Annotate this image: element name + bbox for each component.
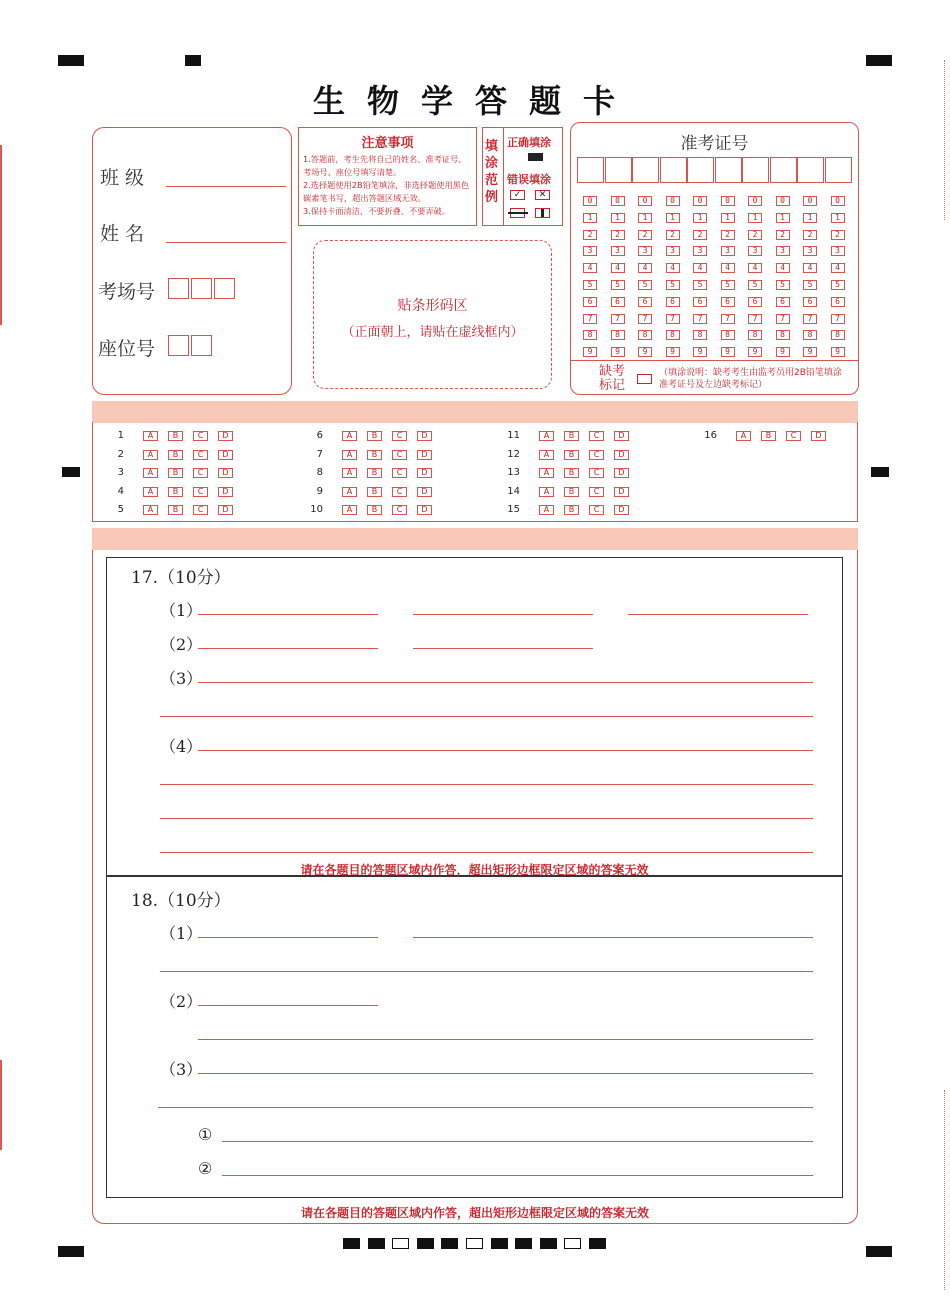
room-digit-box[interactable] <box>168 278 189 299</box>
mcq-option-a[interactable]: A <box>342 487 357 497</box>
exam-id-bubble[interactable]: 6 <box>611 297 625 307</box>
seat-digit-box[interactable] <box>191 335 212 356</box>
mcq-option-b[interactable]: B <box>564 487 579 497</box>
mcq-option-b[interactable]: B <box>564 450 579 460</box>
timing-mark <box>871 467 889 477</box>
exam-id-bubble[interactable]: 1 <box>611 213 625 223</box>
mcq-option-d[interactable]: D <box>614 505 629 515</box>
exam-id-bubble[interactable]: 2 <box>693 230 707 240</box>
exam-id-bubble[interactable]: 5 <box>638 280 652 290</box>
mcq-option-d[interactable]: D <box>614 487 629 497</box>
timing-block-filled <box>343 1238 360 1249</box>
mcq-option-d[interactable]: D <box>218 450 233 460</box>
exam-id-title: 准考证号 <box>680 134 749 154</box>
exam-id-bubble[interactable]: 2 <box>776 230 790 240</box>
exam-id-bubble[interactable]: 8 <box>831 330 845 340</box>
mcq-question-number: 7 <box>316 448 323 460</box>
class-field[interactable] <box>166 186 286 187</box>
mcq-option-a[interactable]: A <box>539 505 554 515</box>
mcq-option-a[interactable]: A <box>143 468 158 478</box>
answer-warning-bottom: 请在各题目的答题区域内作答，超出矩形边框限定区域的答案无效 <box>300 1206 649 1220</box>
mcq-option-c[interactable]: C <box>193 468 208 478</box>
barcode-area <box>313 240 552 389</box>
mcq-option-b[interactable]: B <box>564 431 579 441</box>
mcq-option-d[interactable]: D <box>417 487 432 497</box>
exam-id-bubble[interactable]: 6 <box>638 297 652 307</box>
exam-id-bubble[interactable]: 6 <box>666 297 680 307</box>
mcq-question-number: 15 <box>507 504 520 515</box>
exam-id-bubble[interactable]: 2 <box>748 230 762 240</box>
exam-id-digit-cell[interactable] <box>605 157 632 183</box>
exam-id-bubble[interactable]: 0 <box>803 196 817 206</box>
correct-fill-mark <box>528 153 543 161</box>
name-label: 姓 名 <box>100 223 145 245</box>
mcq-option-c[interactable]: C <box>589 468 604 478</box>
exam-id-bubble[interactable]: 7 <box>693 314 707 324</box>
exam-id-bubble[interactable]: 6 <box>721 297 735 307</box>
timing-block-empty <box>466 1238 483 1249</box>
exam-id-bubble[interactable]: 0 <box>666 196 680 206</box>
exam-id-bubble[interactable]: 3 <box>721 246 735 256</box>
mcq-option-b[interactable]: B <box>367 450 382 460</box>
exam-id-bubble[interactable]: 5 <box>748 280 762 290</box>
answer-line[interactable] <box>198 682 813 683</box>
mcq-option-a[interactable]: A <box>342 468 357 478</box>
answer-line[interactable] <box>198 648 378 649</box>
mcq-option-a[interactable]: A <box>143 487 158 497</box>
wrong-fill-strike-icon <box>510 208 525 218</box>
exam-id-box <box>570 122 859 395</box>
exam-id-bubble[interactable]: 6 <box>831 297 845 307</box>
absent-mark-box[interactable] <box>637 374 652 384</box>
mcq-question-number: 14 <box>507 485 520 497</box>
correct-fill-label: 正确填涂 <box>507 136 551 149</box>
absent-note: （填涂说明：缺考考生由监考员用2B铅笔填涂准考证号及左边缺考标记） <box>659 368 842 390</box>
notes-title: 注意事项 <box>361 136 414 151</box>
exam-id-bubble[interactable]: 7 <box>776 314 790 324</box>
mcq-option-c[interactable]: C <box>193 487 208 497</box>
seat-label: 座位号 <box>98 338 156 360</box>
exam-id-digit-cell[interactable] <box>687 157 714 183</box>
mcq-question-number: 6 <box>316 430 323 441</box>
exam-id-bubble[interactable]: 8 <box>803 330 817 340</box>
answer-line[interactable] <box>413 648 593 649</box>
answer-line[interactable] <box>158 1107 813 1108</box>
exam-id-bubble[interactable]: 0 <box>638 196 652 206</box>
exam-id-bubble[interactable]: 8 <box>666 330 680 340</box>
mcq-question-number: 4 <box>117 485 124 497</box>
exam-id-bubble[interactable]: 0 <box>583 196 597 206</box>
exam-id-bubble[interactable]: 4 <box>611 263 625 273</box>
mcq-option-c[interactable]: C <box>589 431 604 441</box>
mcq-option-b[interactable]: B <box>367 431 382 441</box>
exam-id-bubble[interactable]: 4 <box>583 263 597 273</box>
mcq-option-b[interactable]: B <box>168 431 183 441</box>
mcq-option-a[interactable]: A <box>539 487 554 497</box>
fill-example-box <box>482 127 563 226</box>
mcq-option-d[interactable]: D <box>218 505 233 515</box>
timing-block-filled <box>540 1238 557 1249</box>
mcq-option-c[interactable]: C <box>589 450 604 460</box>
exam-id-bubble[interactable]: 8 <box>776 330 790 340</box>
q17-sub1: （1） <box>160 601 203 620</box>
mcq-option-b[interactable]: B <box>168 450 183 460</box>
mcq-question-number: 13 <box>507 467 520 478</box>
exam-id-bubble[interactable]: 0 <box>611 196 625 206</box>
exam-id-bubble[interactable]: 5 <box>693 280 707 290</box>
answer-header-band <box>92 528 858 550</box>
exam-id-bubble[interactable]: 9 <box>666 347 680 357</box>
q18-sub2: （2） <box>160 992 203 1011</box>
mcq-question-number: 5 <box>117 504 124 515</box>
answer-line[interactable] <box>160 971 813 972</box>
mcq-option-d[interactable]: D <box>614 431 629 441</box>
mcq-option-b[interactable]: B <box>761 431 776 441</box>
exam-id-bubble[interactable]: 8 <box>693 330 707 340</box>
exam-id-bubble[interactable]: 7 <box>583 314 597 324</box>
exam-id-bubble[interactable]: 8 <box>611 330 625 340</box>
mcq-question-number: 9 <box>316 485 323 497</box>
answer-line[interactable] <box>413 937 813 938</box>
answer-line[interactable] <box>222 1175 813 1176</box>
exam-id-bubble[interactable]: 4 <box>638 263 652 273</box>
q18-sub3: （3） <box>160 1060 203 1079</box>
left-edge-mark <box>0 145 2 325</box>
timing-mark <box>866 1246 892 1257</box>
mcq-question-number: 10 <box>310 504 323 515</box>
exam-id-bubble[interactable]: 0 <box>831 196 845 206</box>
mcq-option-b[interactable]: B <box>168 468 183 478</box>
exam-id-bubble[interactable]: 0 <box>776 196 790 206</box>
answer-line[interactable] <box>160 784 813 785</box>
exam-id-bubble[interactable]: 5 <box>803 280 817 290</box>
mcq-option-d[interactable]: D <box>417 505 432 515</box>
timing-block-empty <box>392 1238 409 1249</box>
exam-id-digit-cell[interactable] <box>660 157 687 183</box>
mcq-option-d[interactable]: D <box>218 487 233 497</box>
q18-sub1: （1） <box>160 924 203 943</box>
barcode-hint: （正面朝上，请贴在虚线框内） <box>341 325 524 340</box>
exam-id-bubble[interactable]: 8 <box>583 330 597 340</box>
answer-line[interactable] <box>413 614 593 615</box>
exam-id-bubble[interactable]: 7 <box>666 314 680 324</box>
mcq-question-number: 1 <box>117 430 124 441</box>
timing-mark <box>185 55 201 66</box>
exam-id-bubble[interactable]: 7 <box>831 314 845 324</box>
page-title: 生物学答题卡 <box>312 82 637 120</box>
mcq-question-number: 11 <box>507 430 520 441</box>
exam-id-bubble[interactable]: 3 <box>638 246 652 256</box>
answer-line[interactable] <box>160 818 813 819</box>
answer-line[interactable] <box>198 750 813 751</box>
exam-id-bubble[interactable]: 3 <box>831 246 845 256</box>
mcq-option-d[interactable]: D <box>811 431 826 441</box>
answer-line[interactable] <box>222 1141 813 1142</box>
mcq-option-a[interactable]: A <box>539 450 554 460</box>
mcq-option-c[interactable]: C <box>392 431 407 441</box>
timing-block-filled <box>491 1238 508 1249</box>
mcq-question-number: 12 <box>507 448 520 460</box>
wrong-fill-partial-icon <box>535 208 550 218</box>
exam-id-bubble[interactable]: 6 <box>583 297 597 307</box>
exam-id-digit-cell[interactable] <box>715 157 742 183</box>
timing-mark <box>62 467 80 477</box>
exam-id-bubble[interactable]: 6 <box>748 297 762 307</box>
q18-circle2: ② <box>198 1159 213 1178</box>
q18-circle1: ① <box>198 1125 213 1144</box>
exam-id-bubble[interactable]: 9 <box>748 347 762 357</box>
exam-id-bubble[interactable]: 3 <box>693 246 707 256</box>
exam-id-bubble[interactable]: 3 <box>583 246 597 256</box>
exam-id-digit-cell[interactable] <box>577 157 604 183</box>
exam-id-digit-cell[interactable] <box>632 157 659 183</box>
timing-mark <box>58 55 84 66</box>
exam-id-bubble[interactable]: 3 <box>611 246 625 256</box>
exam-id-bubble[interactable]: 2 <box>611 230 625 240</box>
exam-id-bubble[interactable]: 4 <box>693 263 707 273</box>
timing-block-filled <box>417 1238 434 1249</box>
exam-id-bubble[interactable]: 4 <box>748 263 762 273</box>
exam-id-bubble[interactable]: 2 <box>638 230 652 240</box>
exam-id-bubble[interactable]: 5 <box>776 280 790 290</box>
timing-block-filled <box>441 1238 458 1249</box>
timing-mark <box>58 1246 84 1257</box>
exam-id-bubble[interactable]: 2 <box>666 230 680 240</box>
seat-digit-box[interactable] <box>168 335 189 356</box>
mcq-option-d[interactable]: D <box>218 431 233 441</box>
mcq-option-c[interactable]: C <box>193 450 208 460</box>
exam-id-digit-cell[interactable] <box>770 157 797 183</box>
exam-id-bubble[interactable]: 1 <box>666 213 680 223</box>
mcq-option-a[interactable]: A <box>539 468 554 478</box>
exam-id-bubble[interactable]: 3 <box>666 246 680 256</box>
exam-id-bubble[interactable]: 1 <box>831 213 845 223</box>
timing-block-empty <box>564 1238 581 1249</box>
exam-id-bubble[interactable]: 0 <box>748 196 762 206</box>
mcq-option-a[interactable]: A <box>342 431 357 441</box>
notes-item: 3.保持卡面清洁，不要折叠、不要弄破。 <box>303 206 450 216</box>
class-label: 班 级 <box>100 167 145 189</box>
mcq-option-b[interactable]: B <box>367 505 382 515</box>
exam-id-bubble[interactable]: 9 <box>583 347 597 357</box>
exam-id-bubble[interactable]: 5 <box>583 280 597 290</box>
answer-line[interactable] <box>160 852 813 853</box>
exam-id-bubble[interactable]: 1 <box>693 213 707 223</box>
mcq-option-c[interactable]: C <box>392 487 407 497</box>
exam-id-bubble[interactable]: 8 <box>748 330 762 340</box>
left-edge-mark <box>0 1060 2 1150</box>
timing-block-filled <box>368 1238 385 1249</box>
mcq-option-a[interactable]: A <box>342 450 357 460</box>
exam-id-bubble[interactable]: 9 <box>776 347 790 357</box>
timing-block-filled <box>515 1238 532 1249</box>
exam-id-bubble[interactable]: 9 <box>693 347 707 357</box>
exam-id-bubble[interactable]: 4 <box>666 263 680 273</box>
q17-sub2: （2） <box>160 635 203 654</box>
notes-item: 1.答题前，考生先将自己的姓名、准考证号、考场号、座位号填写清楚。 <box>303 154 467 177</box>
mcq-option-c[interactable]: C <box>193 431 208 441</box>
exam-id-bubble[interactable]: 2 <box>803 230 817 240</box>
mcq-option-b[interactable]: B <box>367 487 382 497</box>
q17-title: 17.（10分） <box>131 568 231 588</box>
answer-line[interactable] <box>198 614 378 615</box>
wrong-fill-cross-icon: ✕ <box>535 190 550 200</box>
wrong-fill-label: 错误填涂 <box>507 173 551 186</box>
mcq-option-b[interactable]: B <box>168 505 183 515</box>
q18-title: 18.（10分） <box>131 891 231 911</box>
room-digit-box[interactable] <box>191 278 212 299</box>
mcq-option-d[interactable]: D <box>218 468 233 478</box>
exam-id-bubble[interactable]: 5 <box>611 280 625 290</box>
exam-id-bubble[interactable]: 1 <box>583 213 597 223</box>
exam-id-bubble[interactable]: 7 <box>803 314 817 324</box>
mcq-option-b[interactable]: B <box>168 487 183 497</box>
room-label: 考场号 <box>98 281 156 303</box>
exam-id-bubble[interactable]: 2 <box>583 230 597 240</box>
answer-line[interactable] <box>198 1073 813 1074</box>
exam-id-bubble[interactable]: 1 <box>638 213 652 223</box>
exam-id-bubble[interactable]: 7 <box>638 314 652 324</box>
exam-id-bubble[interactable]: 6 <box>693 297 707 307</box>
mcq-option-c[interactable]: C <box>392 505 407 515</box>
exam-id-bubble[interactable]: 9 <box>803 347 817 357</box>
mcq-option-d[interactable]: D <box>614 450 629 460</box>
exam-id-bubble[interactable]: 7 <box>721 314 735 324</box>
exam-id-bubble[interactable]: 1 <box>776 213 790 223</box>
answer-line[interactable] <box>198 1005 378 1006</box>
mcq-question-number: 16 <box>704 430 717 441</box>
exam-id-bubble[interactable]: 2 <box>721 230 735 240</box>
exam-id-bubble[interactable]: 6 <box>776 297 790 307</box>
exam-id-bubble[interactable]: 2 <box>831 230 845 240</box>
exam-id-bubble[interactable]: 9 <box>721 347 735 357</box>
exam-id-digit-cell[interactable] <box>825 157 852 183</box>
room-digit-box[interactable] <box>214 278 235 299</box>
answer-line[interactable] <box>198 1039 813 1040</box>
absent-label: 缺考标记 <box>599 364 626 393</box>
notes-box <box>298 127 477 226</box>
exam-id-bubble[interactable]: 9 <box>638 347 652 357</box>
mcq-option-c[interactable]: C <box>392 450 407 460</box>
wrong-fill-check-icon: ✓ <box>510 190 525 200</box>
exam-id-bubble[interactable]: 8 <box>638 330 652 340</box>
barcode-title: 贴条形码区 <box>397 298 468 314</box>
mcq-option-d[interactable]: D <box>417 450 432 460</box>
exam-id-bubble[interactable]: 8 <box>721 330 735 340</box>
exam-id-bubble[interactable]: 1 <box>803 213 817 223</box>
exam-id-bubble[interactable]: 6 <box>803 297 817 307</box>
exam-id-bubble[interactable]: 0 <box>721 196 735 206</box>
mcq-option-d[interactable]: D <box>417 431 432 441</box>
exam-id-bubble[interactable]: 4 <box>831 263 845 273</box>
mcq-option-c[interactable]: C <box>589 487 604 497</box>
mcq-option-c[interactable]: C <box>193 505 208 515</box>
mcq-question-number: 3 <box>117 467 124 478</box>
exam-id-bubble[interactable]: 0 <box>693 196 707 206</box>
exam-id-bubble[interactable]: 4 <box>803 263 817 273</box>
exam-id-bubble[interactable]: 7 <box>748 314 762 324</box>
name-field[interactable] <box>166 242 286 243</box>
answer-line[interactable] <box>160 716 813 717</box>
exam-id-bubble[interactable]: 7 <box>611 314 625 324</box>
exam-id-bubble[interactable]: 1 <box>748 213 762 223</box>
exam-id-digit-cell[interactable] <box>797 157 824 183</box>
mcq-option-b[interactable]: B <box>564 505 579 515</box>
fill-example-label: 填涂范例 <box>485 139 499 205</box>
mcq-option-a[interactable]: A <box>143 431 158 441</box>
mcq-option-b[interactable]: B <box>564 468 579 478</box>
exam-id-bubble[interactable]: 9 <box>831 347 845 357</box>
answer-line[interactable] <box>198 937 378 938</box>
mcq-option-b[interactable]: B <box>367 468 382 478</box>
mcq-option-a[interactable]: A <box>736 431 751 441</box>
exam-id-bubble[interactable]: 1 <box>721 213 735 223</box>
mcq-question-number: 8 <box>316 467 323 478</box>
exam-id-bubble[interactable]: 5 <box>666 280 680 290</box>
exam-id-bubble[interactable]: 5 <box>721 280 735 290</box>
right-perforation <box>944 1090 945 1290</box>
exam-id-digit-cell[interactable] <box>742 157 769 183</box>
mcq-option-d[interactable]: D <box>614 468 629 478</box>
mcq-question-number: 2 <box>117 448 124 460</box>
mcq-option-c[interactable]: C <box>392 468 407 478</box>
exam-id-bubble[interactable]: 3 <box>803 246 817 256</box>
mcq-option-a[interactable]: A <box>342 505 357 515</box>
exam-id-bubble[interactable]: 9 <box>611 347 625 357</box>
mcq-option-c[interactable]: C <box>786 431 801 441</box>
q17-sub4: （4） <box>160 737 203 756</box>
mcq-header-band <box>92 401 858 423</box>
mcq-option-c[interactable]: C <box>589 505 604 515</box>
mcq-option-a[interactable]: A <box>143 450 158 460</box>
answer-warning: 请在各题目的答题区域内作答，超出矩形边框限定区域的答案无效 <box>300 863 649 877</box>
exam-id-bubble[interactable]: 4 <box>721 263 735 273</box>
exam-id-bubble[interactable]: 3 <box>776 246 790 256</box>
answer-line[interactable] <box>628 614 808 615</box>
mcq-option-a[interactable]: A <box>539 431 554 441</box>
timing-block-filled <box>589 1238 606 1249</box>
exam-id-bubble[interactable]: 5 <box>831 280 845 290</box>
mcq-option-d[interactable]: D <box>417 468 432 478</box>
exam-id-bubble[interactable]: 4 <box>776 263 790 273</box>
exam-id-bubble[interactable]: 3 <box>748 246 762 256</box>
notes-item: 2.选择题使用2B铅笔填涂，非选择题使用黑色碳素笔书写，超出答题区域无效。 <box>303 180 470 203</box>
timing-mark <box>866 55 892 66</box>
q17-sub3: （3） <box>160 669 203 688</box>
mcq-option-a[interactable]: A <box>143 505 158 515</box>
